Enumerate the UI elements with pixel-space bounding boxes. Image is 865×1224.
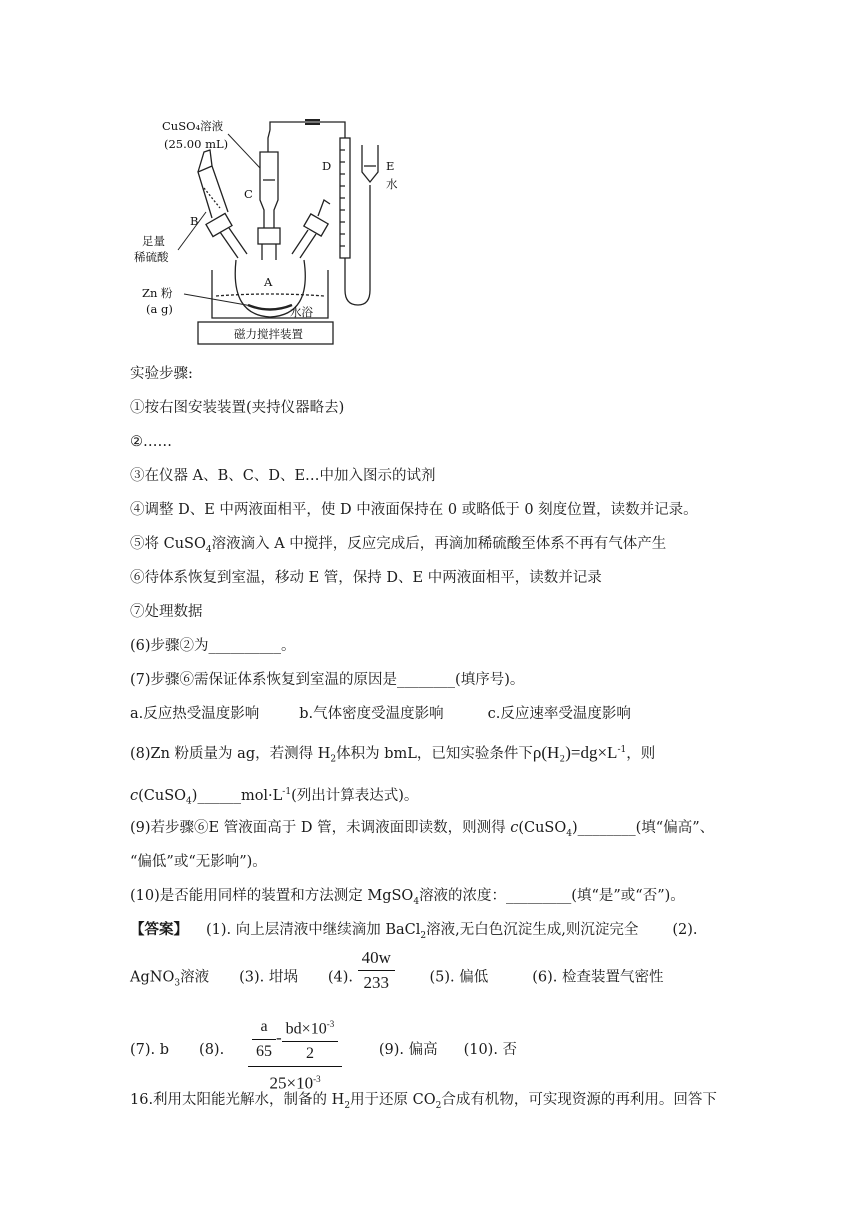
label-zn-mass: (a g) (146, 302, 173, 316)
label-cuso4: CuSO₄溶液 (162, 119, 224, 133)
steps-header: 实验步骤: (130, 366, 193, 382)
option-b: b.气体密度受温度影响 (299, 706, 444, 722)
answer-line-3: (7). b (8). $\frac{a}{65}$ - $\frac{bd\times 10^{-3}}{2}$ $25\times 10^{-3}$ (9). 偏高 (10). 否 (130, 1040, 517, 1060)
step-5: ⑤将 CuSO$_4$溶液滴入 A 中搅拌，反应完成后，再滴加稀硫酸至体系不再有气体产生 (130, 536, 667, 555)
step-3: ③在仪器 A、B、C、D、E…中加入图示的试剂 (130, 468, 436, 484)
question-6: (6)步骤②为__________。 (130, 638, 296, 654)
step-6: ⑥待体系恢复到室温，移动 E 管，保持 D、E 中两液面相平，读数并记录 (130, 570, 602, 586)
question-9: (9)若步骤⑥E 管液面高于 D 管，未调液面即读数，则测得 c(CuSO$_4$)________(填“偏高”、 (130, 820, 715, 839)
label-zn: Zn 粉 (142, 286, 173, 300)
step-1: ①按右图安装装置(夹持仪器略去) (130, 400, 345, 416)
label-acid-2: 稀硫酸 (134, 250, 169, 264)
answer-line-1: 【答案】 (1). 向上层清液中继续滴加 BaCl$_2$溶液,无白色沉淀生成,则沉淀完全 (2). (130, 921, 698, 941)
leveling-tube-e (362, 145, 378, 182)
label-volume: (25.00 mL) (164, 137, 229, 151)
question-8-line2: $c(CuSO_4)\_\_\_\_\_\_mol\cdot L^{-1}$(列出计算表达式)。 (130, 787, 419, 807)
label-acid-1: 足量 (142, 234, 165, 248)
answer-line-2: AgNO$_3$溶液 (3). 坩埚 (4). $\frac{40w}{233}$ (5). 偏低 (6). 检查装置气密性 (130, 948, 664, 992)
rubber-tube (345, 185, 370, 305)
question-9-line2: “偏低”或“无影响”)。 (130, 854, 267, 870)
step-4: ④调整 D、E 中两液面相平，使 D 中液面保持在 0 或略低于 0 刻度位置，读数并记录。 (130, 502, 698, 518)
step-7: ⑦处理数据 (130, 604, 203, 620)
option-c: c.反应速率受温度影响 (487, 706, 631, 722)
question-7: (7)步骤⑥需保证体系恢复到室温的原因是________(填序号)。 (130, 672, 525, 688)
label-water-e: 水 (386, 177, 398, 191)
step-2: ②…… (130, 434, 172, 450)
dropping-funnel-c (260, 152, 278, 228)
label-d: D (322, 159, 332, 173)
question-7-options (130, 704, 631, 724)
question-10: (10)是否能用同样的装置和方法测定 MgSO$_4$溶液的浓度：_________(填“是”或“否”)。 (130, 888, 685, 907)
answer-4-fraction: $\frac{40w}{233}$ (358, 948, 395, 993)
apparatus-diagram (134, 100, 410, 350)
dropping-funnel-b (198, 166, 228, 218)
label-bath: 水浴 (290, 305, 313, 319)
apparatus-figure (134, 100, 410, 350)
answer-label: 【答案】 (130, 921, 188, 938)
label-e: E (386, 159, 395, 173)
label-c: C (244, 187, 253, 201)
density-expression: ρ(H₂)=dg×L (532, 742, 618, 762)
question-8: (8)Zn 粉质量为 ag，若测得 $H_2$体积为 bmL，已知实验条件下$\rho(H_2)=dg\times L^{-1}$，则 (130, 742, 656, 765)
answer-8-fraction: $\frac{a}{65}$ - $\frac{bd\times 10^{-3}}{2}$ $25\times 10^{-3}$ (248, 1014, 342, 1094)
label-b: B (190, 214, 199, 228)
option-a: a.反应热受温度影响 (130, 706, 260, 722)
label-a: A (264, 275, 273, 289)
question-16: 16.利用太阳能光解水，制备的 $H_2$用于还原 $CO_2$合成有机物，可实现资源的再利用。回答下 (130, 1092, 717, 1111)
label-stirrer: 磁力搅拌装置 (234, 327, 303, 341)
